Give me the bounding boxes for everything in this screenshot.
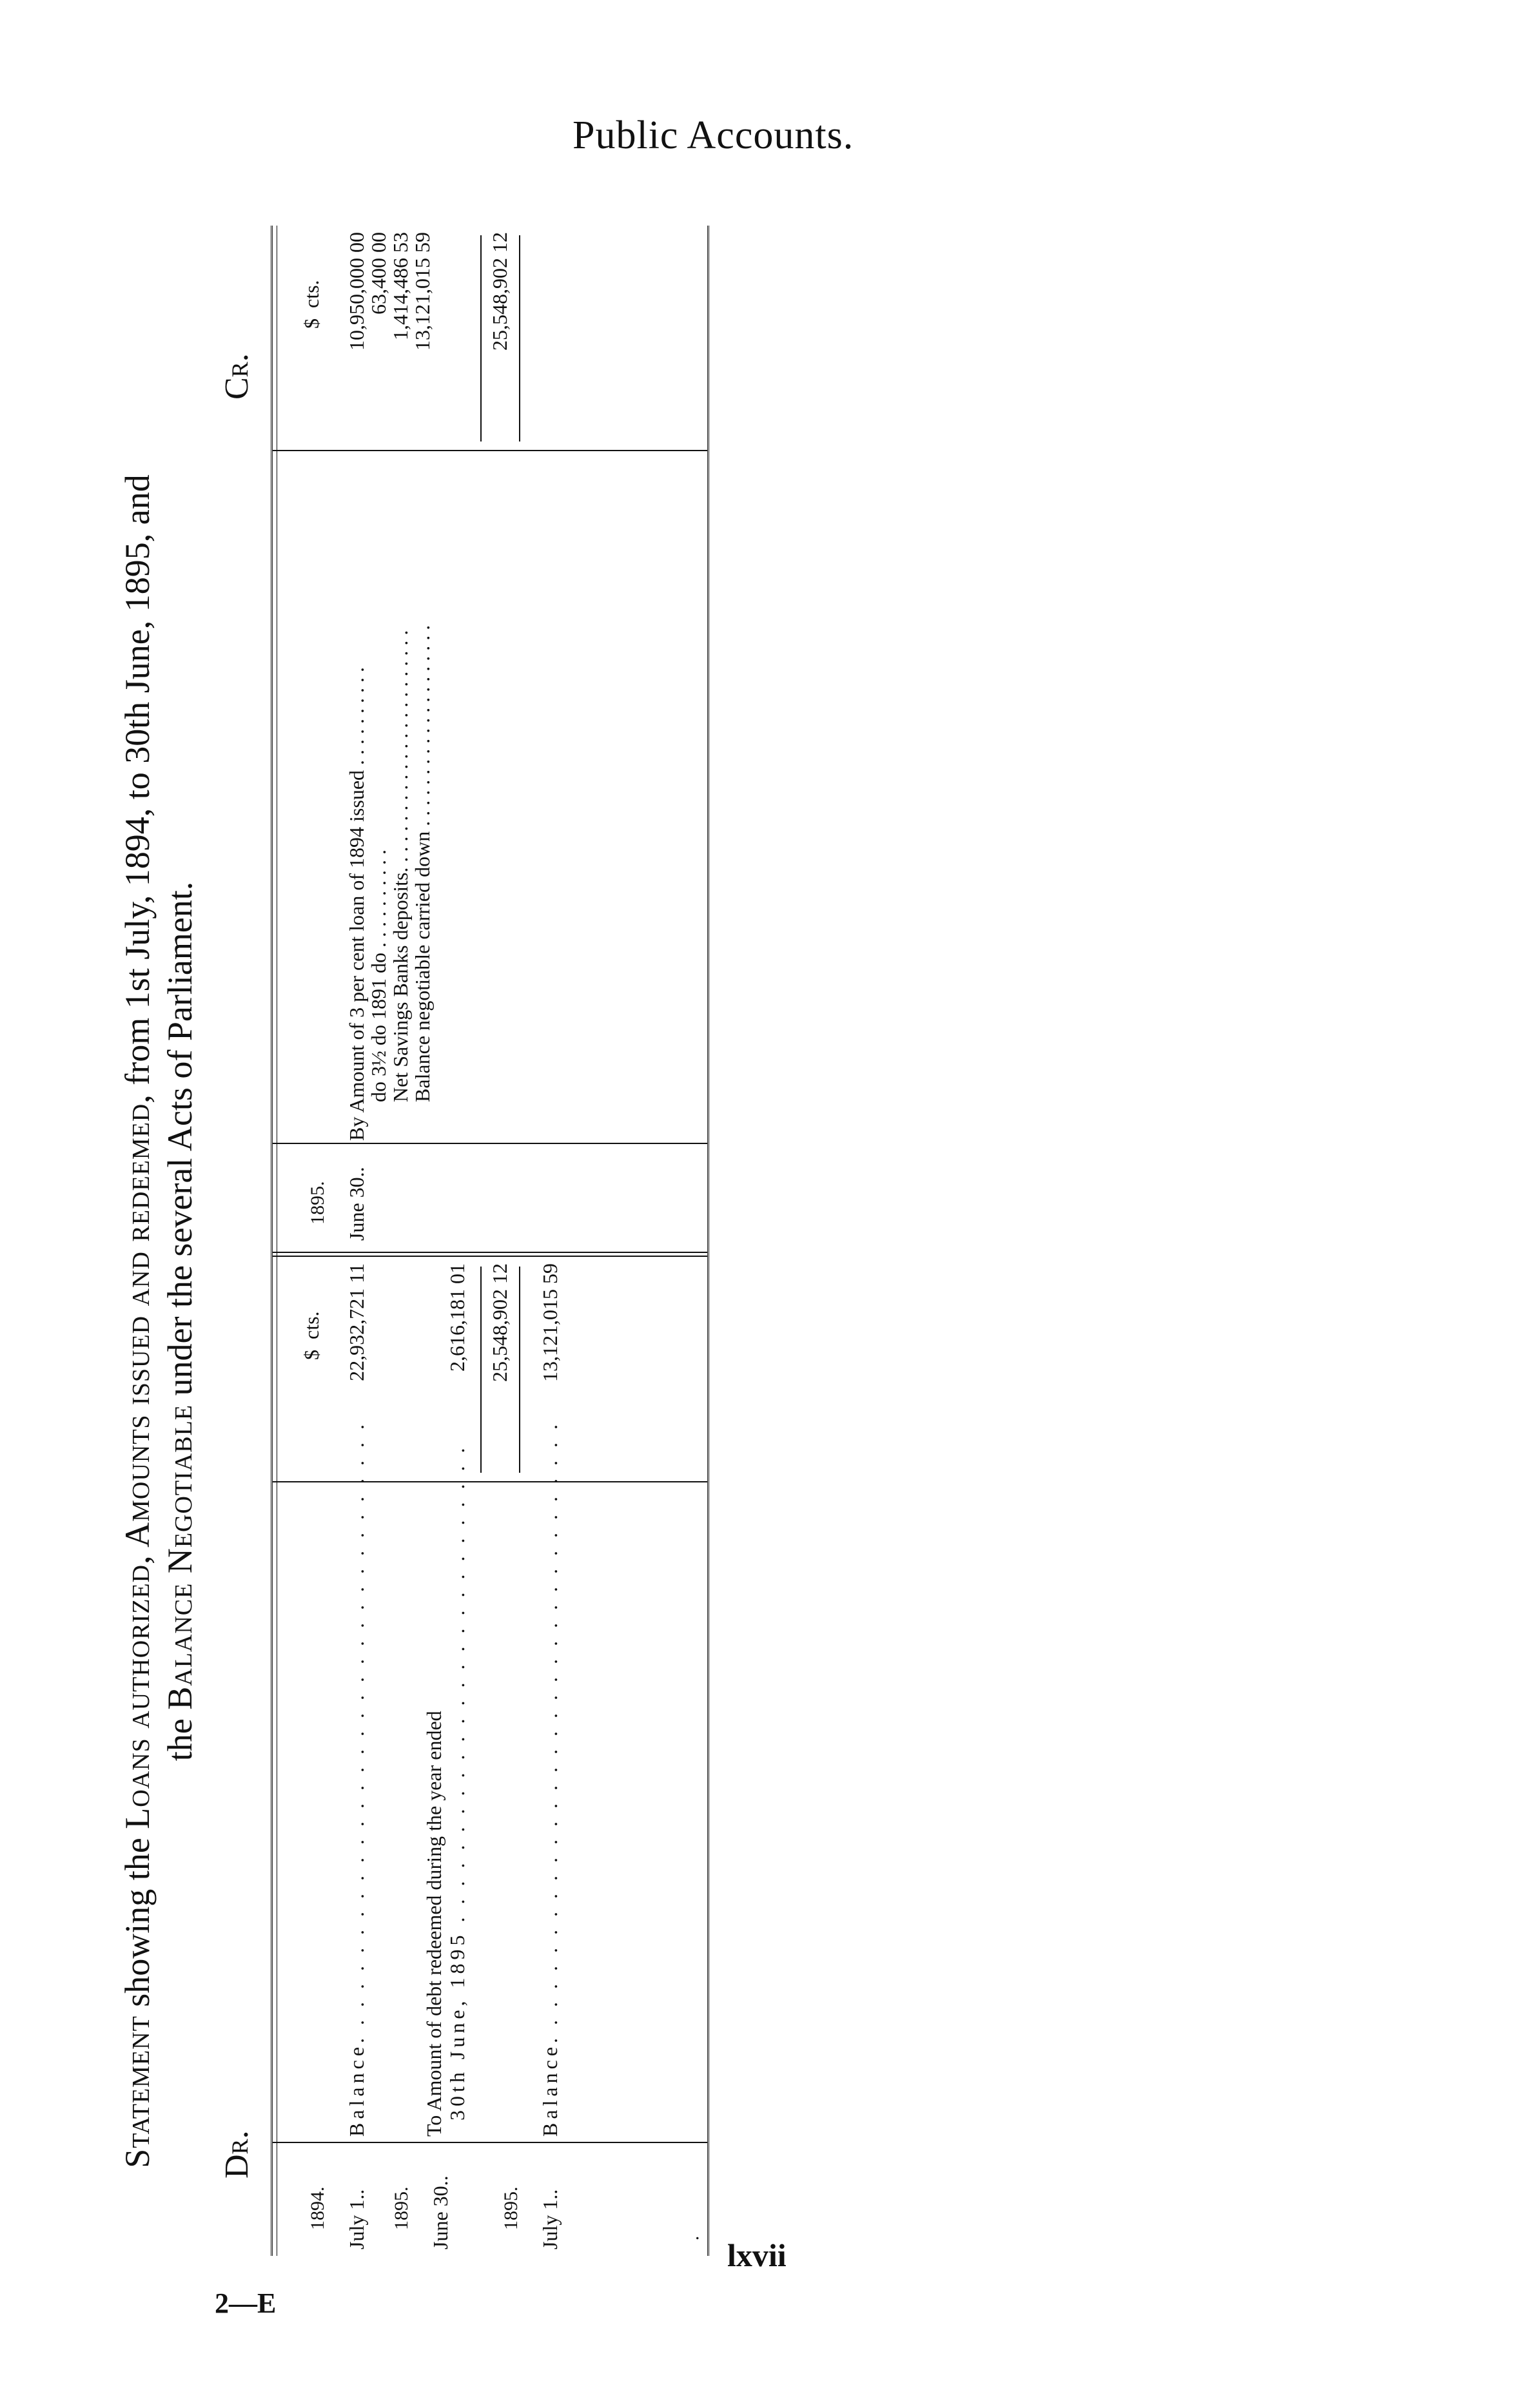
debit-amount-1: 22,932,721 11 xyxy=(345,1263,368,1381)
debit-year-1895: 1895. xyxy=(391,2186,412,2230)
credit-desc-4: Balance negotiable carried down . . . . . . . . . . . . . . . . . . . . xyxy=(411,625,434,1102)
title-part: Balance Negotiable xyxy=(161,1404,199,1710)
credit-amount-3: 1,414,486 53 xyxy=(389,232,412,340)
debit-desc-1: Balance. . . . . . . . . . . . . . . . . . . . . . . . . . . . . . . . . . . xyxy=(345,1420,368,2137)
debit-total: 25,548,902 12 xyxy=(488,1263,511,1382)
credit-desc-1: By Amount of 3 per cent loan of 1894 issued . . . . . . . . . . xyxy=(345,666,368,1141)
title-line-2 xyxy=(159,387,201,2256)
debit-desc-2b: 30th June, 1895 . . . . . . . . . . . . . . . . . . . . . . . . . . . xyxy=(445,1444,469,2121)
credit-desc-2: do 3½ do 1891 do . . . . . . . . . . xyxy=(367,850,390,1102)
debit-desc-3: Balance. . . . . . . . . . . . . . . . . . . . . . . . . . . . . . . . . . . xyxy=(538,1420,562,2137)
total-rule xyxy=(480,1267,482,1473)
total-rule xyxy=(519,1267,520,1473)
currency-sign: $ xyxy=(300,1350,323,1360)
debit-desc-2a: To Amount of debt redeemed during the year ended xyxy=(422,1711,445,2137)
title-part: Loans authorized, Amounts issued and redeemed, xyxy=(118,1094,157,1829)
debit-date-1: July 1.. xyxy=(345,2189,368,2249)
col-rule xyxy=(273,1481,707,1482)
credit-desc-3: Net Savings Banks deposits. . . . . . . . . . . . . . . . . . . . . . . . xyxy=(389,630,412,1102)
credit-amount-1: 10,950,000 00 xyxy=(345,232,368,351)
credit-date: June 30.. xyxy=(345,1167,368,1241)
credit-label: Cr. xyxy=(219,353,255,400)
debit-date-3: July 1.. xyxy=(538,2189,562,2249)
cents-label: cts. xyxy=(300,280,323,308)
title-part: under the several Acts of Parliament. xyxy=(161,881,199,1404)
col-rule xyxy=(273,2142,707,2143)
credit-amount-2: 63,400 00 xyxy=(367,232,390,315)
debit-currency-header xyxy=(299,1311,324,1360)
total-rule xyxy=(519,235,520,442)
credit-currency-header xyxy=(299,280,324,329)
col-rule-double xyxy=(273,1252,707,1257)
debit-date-2: June 30.. xyxy=(429,2175,452,2249)
total-rule xyxy=(480,235,482,442)
debit-amount-3: 13,121,015 59 xyxy=(538,1263,562,1382)
debit-year-1895b: 1895. xyxy=(500,2186,522,2230)
title-part: showing the xyxy=(118,1829,157,2016)
cents-label: cts. xyxy=(300,1311,323,1339)
credit-year: 1895. xyxy=(307,1181,328,1225)
rotated-statement xyxy=(97,206,709,2256)
title-part: the xyxy=(161,1709,199,1762)
stray-mark: . xyxy=(695,2222,700,2244)
title-part: from 1st July, 1894, to 30th June, 1895, and xyxy=(118,474,157,1094)
col-rule xyxy=(273,450,707,451)
title-part: Statement xyxy=(118,2015,157,2168)
statement-title xyxy=(116,387,201,2256)
page-running-head: Public Accounts. xyxy=(573,113,854,157)
credit-total: 25,548,902 12 xyxy=(488,232,511,351)
debit-year-1894: 1894. xyxy=(307,2186,328,2230)
signature-mark: 2—E xyxy=(215,2287,277,2319)
debit-label: Dr. xyxy=(219,2130,255,2179)
page-number: lxvii xyxy=(727,2237,787,2273)
currency-sign: $ xyxy=(300,318,323,329)
credit-amount-4: 13,121,015 59 xyxy=(411,232,434,351)
debit-amount-2: 2,616,181 01 xyxy=(445,1263,469,1372)
col-rule xyxy=(273,1143,707,1144)
statement-table xyxy=(271,226,709,2256)
